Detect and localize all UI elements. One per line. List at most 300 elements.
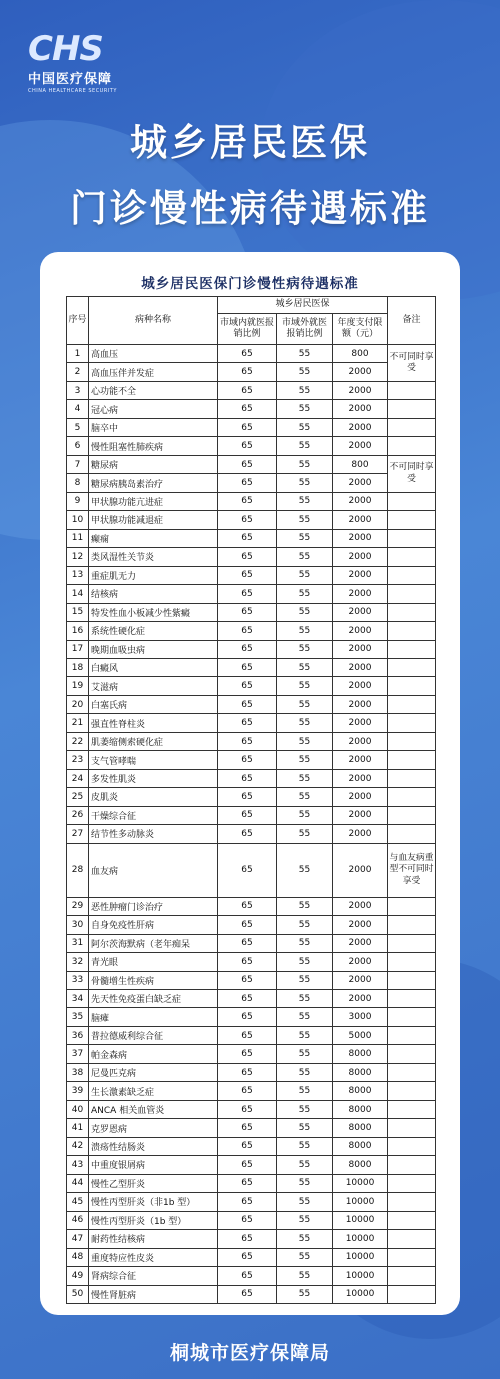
row-in-city-ratio: 65 [218,1082,277,1100]
row-in-city-ratio: 65 [218,1248,277,1266]
table-row [67,1230,436,1248]
row-disease-name: 高血压 [89,345,218,363]
row-out-city-ratio: 55 [277,788,333,806]
row-in-city-ratio: 65 [218,714,277,732]
row-out-city-ratio: 55 [277,1248,333,1266]
row-out-city-ratio: 55 [277,825,333,843]
row-disease-name: 生长激素缺乏症 [89,1082,218,1100]
table-row [67,1119,436,1137]
row-index: 14 [67,585,89,603]
row-index: 43 [67,1156,89,1174]
row-index: 34 [67,990,89,1008]
row-note-empty [388,548,436,566]
row-index: 15 [67,603,89,621]
row-annual-limit: 2000 [333,474,388,492]
table-row [67,751,436,769]
row-out-city-ratio: 55 [277,529,333,547]
table-row [67,658,436,676]
row-disease-name: 慢性丙型肝炎（1b 型） [89,1211,218,1229]
row-annual-limit: 8000 [333,1137,388,1155]
row-index: 11 [67,529,89,547]
row-index: 9 [67,492,89,510]
row-annual-limit: 2000 [333,603,388,621]
row-index: 48 [67,1248,89,1266]
row-in-city-ratio: 65 [218,1211,277,1229]
row-annual-limit: 10000 [333,1193,388,1211]
row-out-city-ratio: 55 [277,437,333,455]
row-annual-limit: 2000 [333,437,388,455]
row-annual-limit: 2000 [333,585,388,603]
row-out-city-ratio: 55 [277,511,333,529]
row-note-empty [388,1211,436,1229]
row-in-city-ratio: 65 [218,1137,277,1155]
row-annual-limit: 10000 [333,1174,388,1192]
row-in-city-ratio: 65 [218,548,277,566]
row-in-city-ratio: 65 [218,585,277,603]
row-annual-limit: 2000 [333,825,388,843]
row-annual-limit: 2000 [333,418,388,436]
row-disease-name: 中重度银屑病 [89,1156,218,1174]
row-in-city-ratio: 65 [218,474,277,492]
benefit-table [66,296,436,1304]
row-index: 8 [67,474,89,492]
row-in-city-ratio: 65 [218,806,277,824]
row-annual-limit: 2000 [333,806,388,824]
row-disease-name: 白癜风 [89,658,218,676]
row-disease-name: 晚期血吸虫病 [89,640,218,658]
row-index: 27 [67,825,89,843]
row-in-city-ratio: 65 [218,603,277,621]
row-out-city-ratio: 55 [277,1193,333,1211]
row-index: 33 [67,971,89,989]
row-in-city-ratio: 65 [218,1267,277,1285]
row-disease-name: 骨髓增生性疾病 [89,971,218,989]
row-index: 5 [67,418,89,436]
row-disease-name: 干燥综合征 [89,806,218,824]
row-annual-limit: 2000 [333,548,388,566]
table-row [67,934,436,952]
row-index: 42 [67,1137,89,1155]
row-note: 与血友病重型不可同时享受 [388,843,436,897]
row-disease-name: 阿尔茨海默病（老年痴呆 [89,934,218,952]
table-row [67,1045,436,1063]
row-note-empty [388,1285,436,1303]
table-row [67,953,436,971]
row-out-city-ratio: 55 [277,1045,333,1063]
row-note-empty [388,825,436,843]
row-out-city-ratio: 55 [277,751,333,769]
table-row [67,511,436,529]
row-annual-limit: 10000 [333,1248,388,1266]
row-annual-limit: 8000 [333,1100,388,1118]
row-note-empty [388,1174,436,1192]
row-out-city-ratio: 55 [277,418,333,436]
row-in-city-ratio: 65 [218,953,277,971]
row-annual-limit: 2000 [333,640,388,658]
table-row [67,566,436,584]
row-in-city-ratio: 65 [218,1008,277,1026]
row-annual-limit: 2000 [333,695,388,713]
row-index: 3 [67,381,89,399]
row-disease-name: 恶性肿瘤门诊治疗 [89,897,218,915]
row-out-city-ratio: 55 [277,806,333,824]
table-row [67,1156,436,1174]
row-in-city-ratio: 65 [218,843,277,897]
row-out-city-ratio: 55 [277,363,333,381]
row-disease-name: 心功能不全 [89,381,218,399]
row-in-city-ratio: 65 [218,825,277,843]
header-disease-name: 病种名称 [89,297,218,345]
row-disease-name: 白塞氏病 [89,695,218,713]
row-annual-limit: 800 [333,345,388,363]
row-index: 35 [67,1008,89,1026]
row-index: 2 [67,363,89,381]
row-note-empty [388,934,436,952]
row-index: 30 [67,916,89,934]
row-index: 25 [67,788,89,806]
row-annual-limit: 2000 [333,953,388,971]
row-in-city-ratio: 65 [218,345,277,363]
row-annual-limit: 2000 [333,843,388,897]
row-annual-limit: 800 [333,455,388,473]
row-disease-name: 帕金森病 [89,1045,218,1063]
row-in-city-ratio: 65 [218,622,277,640]
logo-mark-text: CHS [28,29,103,69]
row-out-city-ratio: 55 [277,934,333,952]
table-row [67,418,436,436]
row-annual-limit: 2000 [333,677,388,695]
table-row [67,990,436,1008]
poster-title-line1: 城乡居民医保 [130,121,370,164]
row-annual-limit: 8000 [333,1156,388,1174]
table-row [67,843,436,897]
poster-title-line2: 门诊慢性病待遇标准 [70,187,430,230]
row-out-city-ratio: 55 [277,1119,333,1137]
footer-agency: 桐城市医疗保障局 [169,1342,330,1364]
row-note-empty [388,529,436,547]
row-in-city-ratio: 65 [218,1026,277,1044]
row-index: 44 [67,1174,89,1192]
row-disease-name: 先天性免疫蛋白缺乏症 [89,990,218,1008]
row-out-city-ratio: 55 [277,1230,333,1248]
row-disease-name: 支气管哮喘 [89,751,218,769]
row-in-city-ratio: 65 [218,897,277,915]
table-row [67,677,436,695]
row-out-city-ratio: 55 [277,381,333,399]
row-in-city-ratio: 65 [218,381,277,399]
row-out-city-ratio: 55 [277,916,333,934]
row-in-city-ratio: 65 [218,769,277,787]
row-in-city-ratio: 65 [218,566,277,584]
row-note-empty [388,806,436,824]
row-out-city-ratio: 55 [277,695,333,713]
row-annual-limit: 10000 [333,1285,388,1303]
row-note-empty [388,1267,436,1285]
row-annual-limit: 2000 [333,658,388,676]
row-index: 12 [67,548,89,566]
row-note-empty [388,566,436,584]
row-note-empty [388,732,436,750]
row-index: 1 [67,345,89,363]
row-disease-name: 尼曼匹克病 [89,1063,218,1081]
row-note-empty [388,1137,436,1155]
row-disease-name: 脑瘫 [89,1008,218,1026]
row-note-empty [388,622,436,640]
row-out-city-ratio: 55 [277,1100,333,1118]
row-disease-name: 慢性肾脏病 [89,1285,218,1303]
row-note-empty [388,400,436,418]
row-in-city-ratio: 65 [218,916,277,934]
header-in-city: 市域内就医报销比例 [218,314,277,345]
row-note-empty [388,511,436,529]
row-disease-name: 慢性乙型肝炎 [89,1174,218,1192]
row-annual-limit: 2000 [333,622,388,640]
table-row [67,1193,436,1211]
row-note-empty [388,1026,436,1044]
row-note-empty [388,1008,436,1026]
row-annual-limit: 5000 [333,1026,388,1044]
row-out-city-ratio: 55 [277,1211,333,1229]
table-row [67,400,436,418]
row-note-empty [388,1193,436,1211]
row-note-empty [388,492,436,510]
row-disease-name: 甲状腺功能亢进症 [89,492,218,510]
row-note-empty [388,953,436,971]
row-in-city-ratio: 65 [218,934,277,952]
row-index: 19 [67,677,89,695]
table-row [67,695,436,713]
row-in-city-ratio: 65 [218,732,277,750]
row-index: 40 [67,1100,89,1118]
table-row [67,529,436,547]
row-out-city-ratio: 55 [277,971,333,989]
table-row [67,916,436,934]
row-index: 29 [67,897,89,915]
row-disease-name: 系统性硬化症 [89,622,218,640]
table-row [67,1063,436,1081]
table-row [67,1285,436,1303]
row-note-empty [388,1082,436,1100]
table-row [67,363,436,381]
row-disease-name: 重度特应性皮炎 [89,1248,218,1266]
header-note: 备注 [388,297,436,345]
row-index: 4 [67,400,89,418]
row-note-empty [388,714,436,732]
row-note-empty [388,1100,436,1118]
row-note-empty [388,603,436,621]
row-in-city-ratio: 65 [218,788,277,806]
row-index: 22 [67,732,89,750]
row-index: 45 [67,1193,89,1211]
row-index: 7 [67,455,89,473]
row-in-city-ratio: 65 [218,511,277,529]
row-disease-name: 脑卒中 [89,418,218,436]
row-note-empty [388,788,436,806]
header-index: 序号 [67,297,89,345]
row-annual-limit: 2000 [333,990,388,1008]
row-out-city-ratio: 55 [277,603,333,621]
row-out-city-ratio: 55 [277,1267,333,1285]
header-annual-limit: 年度支付限额（元） [333,314,388,345]
row-note-empty [388,1230,436,1248]
row-index: 6 [67,437,89,455]
row-out-city-ratio: 55 [277,492,333,510]
table-title: 城乡居民医保门诊慢性病待遇标准 [141,276,359,292]
row-out-city-ratio: 55 [277,622,333,640]
row-out-city-ratio: 55 [277,1063,333,1081]
row-index: 10 [67,511,89,529]
table-row [67,1211,436,1229]
table-row [67,769,436,787]
row-annual-limit: 2000 [333,363,388,381]
row-disease-name: 溃疡性结肠炎 [89,1137,218,1155]
table-row [67,603,436,621]
row-out-city-ratio: 55 [277,714,333,732]
row-disease-name: 重症肌无力 [89,566,218,584]
row-disease-name: 普拉德威利综合征 [89,1026,218,1044]
row-disease-name: 克罗恩病 [89,1119,218,1137]
row-note-empty [388,751,436,769]
chs-logo [28,29,138,94]
row-disease-name: 特发性血小板减少性紫癜 [89,603,218,621]
row-disease-name: 肾病综合征 [89,1267,218,1285]
table-row [67,1100,436,1118]
row-in-city-ratio: 65 [218,529,277,547]
row-index: 17 [67,640,89,658]
row-in-city-ratio: 65 [218,677,277,695]
row-note-empty [388,1119,436,1137]
row-annual-limit: 2000 [333,714,388,732]
row-in-city-ratio: 65 [218,437,277,455]
row-disease-name: 结核病 [89,585,218,603]
row-note-empty [388,990,436,1008]
row-disease-name: 强直性脊柱炎 [89,714,218,732]
row-annual-limit: 2000 [333,566,388,584]
table-row [67,437,436,455]
row-out-city-ratio: 55 [277,732,333,750]
row-in-city-ratio: 65 [218,1156,277,1174]
row-disease-name: 甲状腺功能减退症 [89,511,218,529]
row-index: 46 [67,1211,89,1229]
row-in-city-ratio: 65 [218,400,277,418]
row-out-city-ratio: 55 [277,953,333,971]
row-annual-limit: 10000 [333,1267,388,1285]
table-row [67,1008,436,1026]
row-disease-name: 艾滋病 [89,677,218,695]
header-group: 城乡居民医保 [218,297,388,314]
row-in-city-ratio: 65 [218,658,277,676]
row-note-empty [388,971,436,989]
table-row [67,492,436,510]
table-row [67,971,436,989]
row-disease-name: 糖尿病胰岛素治疗 [89,474,218,492]
table-row [67,788,436,806]
row-out-city-ratio: 55 [277,455,333,473]
row-note: 不可同时享受 [388,345,436,382]
logo-english-name: CHINA HEALTHCARE SECURITY [28,88,117,94]
row-out-city-ratio: 55 [277,677,333,695]
row-disease-name: 自身免疫性肝病 [89,916,218,934]
row-note-empty [388,1063,436,1081]
row-annual-limit: 2000 [333,751,388,769]
table-row [67,806,436,824]
row-in-city-ratio: 65 [218,1119,277,1137]
row-disease-name: 冠心病 [89,400,218,418]
header-out-city: 市域外就医报销比例 [277,314,333,345]
row-note-empty [388,640,436,658]
row-in-city-ratio: 65 [218,1045,277,1063]
row-note-empty [388,437,436,455]
row-note-empty [388,1248,436,1266]
row-disease-name: 慢性丙型肝炎（非1b 型） [89,1193,218,1211]
row-out-city-ratio: 55 [277,1174,333,1192]
row-index: 23 [67,751,89,769]
row-note-empty [388,418,436,436]
row-in-city-ratio: 65 [218,751,277,769]
row-in-city-ratio: 65 [218,1063,277,1081]
row-out-city-ratio: 55 [277,585,333,603]
row-out-city-ratio: 55 [277,345,333,363]
row-disease-name: 青光眼 [89,953,218,971]
row-annual-limit: 2000 [333,897,388,915]
row-note-empty [388,658,436,676]
row-annual-limit: 2000 [333,971,388,989]
row-index: 50 [67,1285,89,1303]
row-annual-limit: 2000 [333,492,388,510]
row-out-city-ratio: 55 [277,1008,333,1026]
row-index: 16 [67,622,89,640]
row-index: 38 [67,1063,89,1081]
row-index: 26 [67,806,89,824]
row-disease-name: 肌萎缩侧索硬化症 [89,732,218,750]
table-row [67,1026,436,1044]
table-row [67,345,436,363]
row-index: 37 [67,1045,89,1063]
content-card [40,252,460,1315]
row-note-empty [388,381,436,399]
row-disease-name: 皮肌炎 [89,788,218,806]
row-in-city-ratio: 65 [218,1174,277,1192]
row-disease-name: 耐药性结核病 [89,1230,218,1248]
row-in-city-ratio: 65 [218,1285,277,1303]
row-out-city-ratio: 55 [277,1082,333,1100]
row-note-empty [388,677,436,695]
row-in-city-ratio: 65 [218,418,277,436]
row-out-city-ratio: 55 [277,1285,333,1303]
row-disease-name: 糖尿病 [89,455,218,473]
table-row [67,622,436,640]
row-in-city-ratio: 65 [218,990,277,1008]
row-in-city-ratio: 65 [218,455,277,473]
row-annual-limit: 10000 [333,1211,388,1229]
row-index: 39 [67,1082,89,1100]
table-row [67,714,436,732]
row-index: 31 [67,934,89,952]
row-note-empty [388,897,436,915]
row-index: 20 [67,695,89,713]
row-index: 47 [67,1230,89,1248]
row-disease-name: 高血压伴并发症 [89,363,218,381]
table-row [67,381,436,399]
table-row [67,455,436,473]
row-annual-limit: 2000 [333,732,388,750]
row-annual-limit: 2000 [333,529,388,547]
row-in-city-ratio: 65 [218,363,277,381]
row-disease-name: ANCA 相关血管炎 [89,1100,218,1118]
row-annual-limit: 8000 [333,1063,388,1081]
row-out-city-ratio: 55 [277,1026,333,1044]
row-index: 24 [67,769,89,787]
